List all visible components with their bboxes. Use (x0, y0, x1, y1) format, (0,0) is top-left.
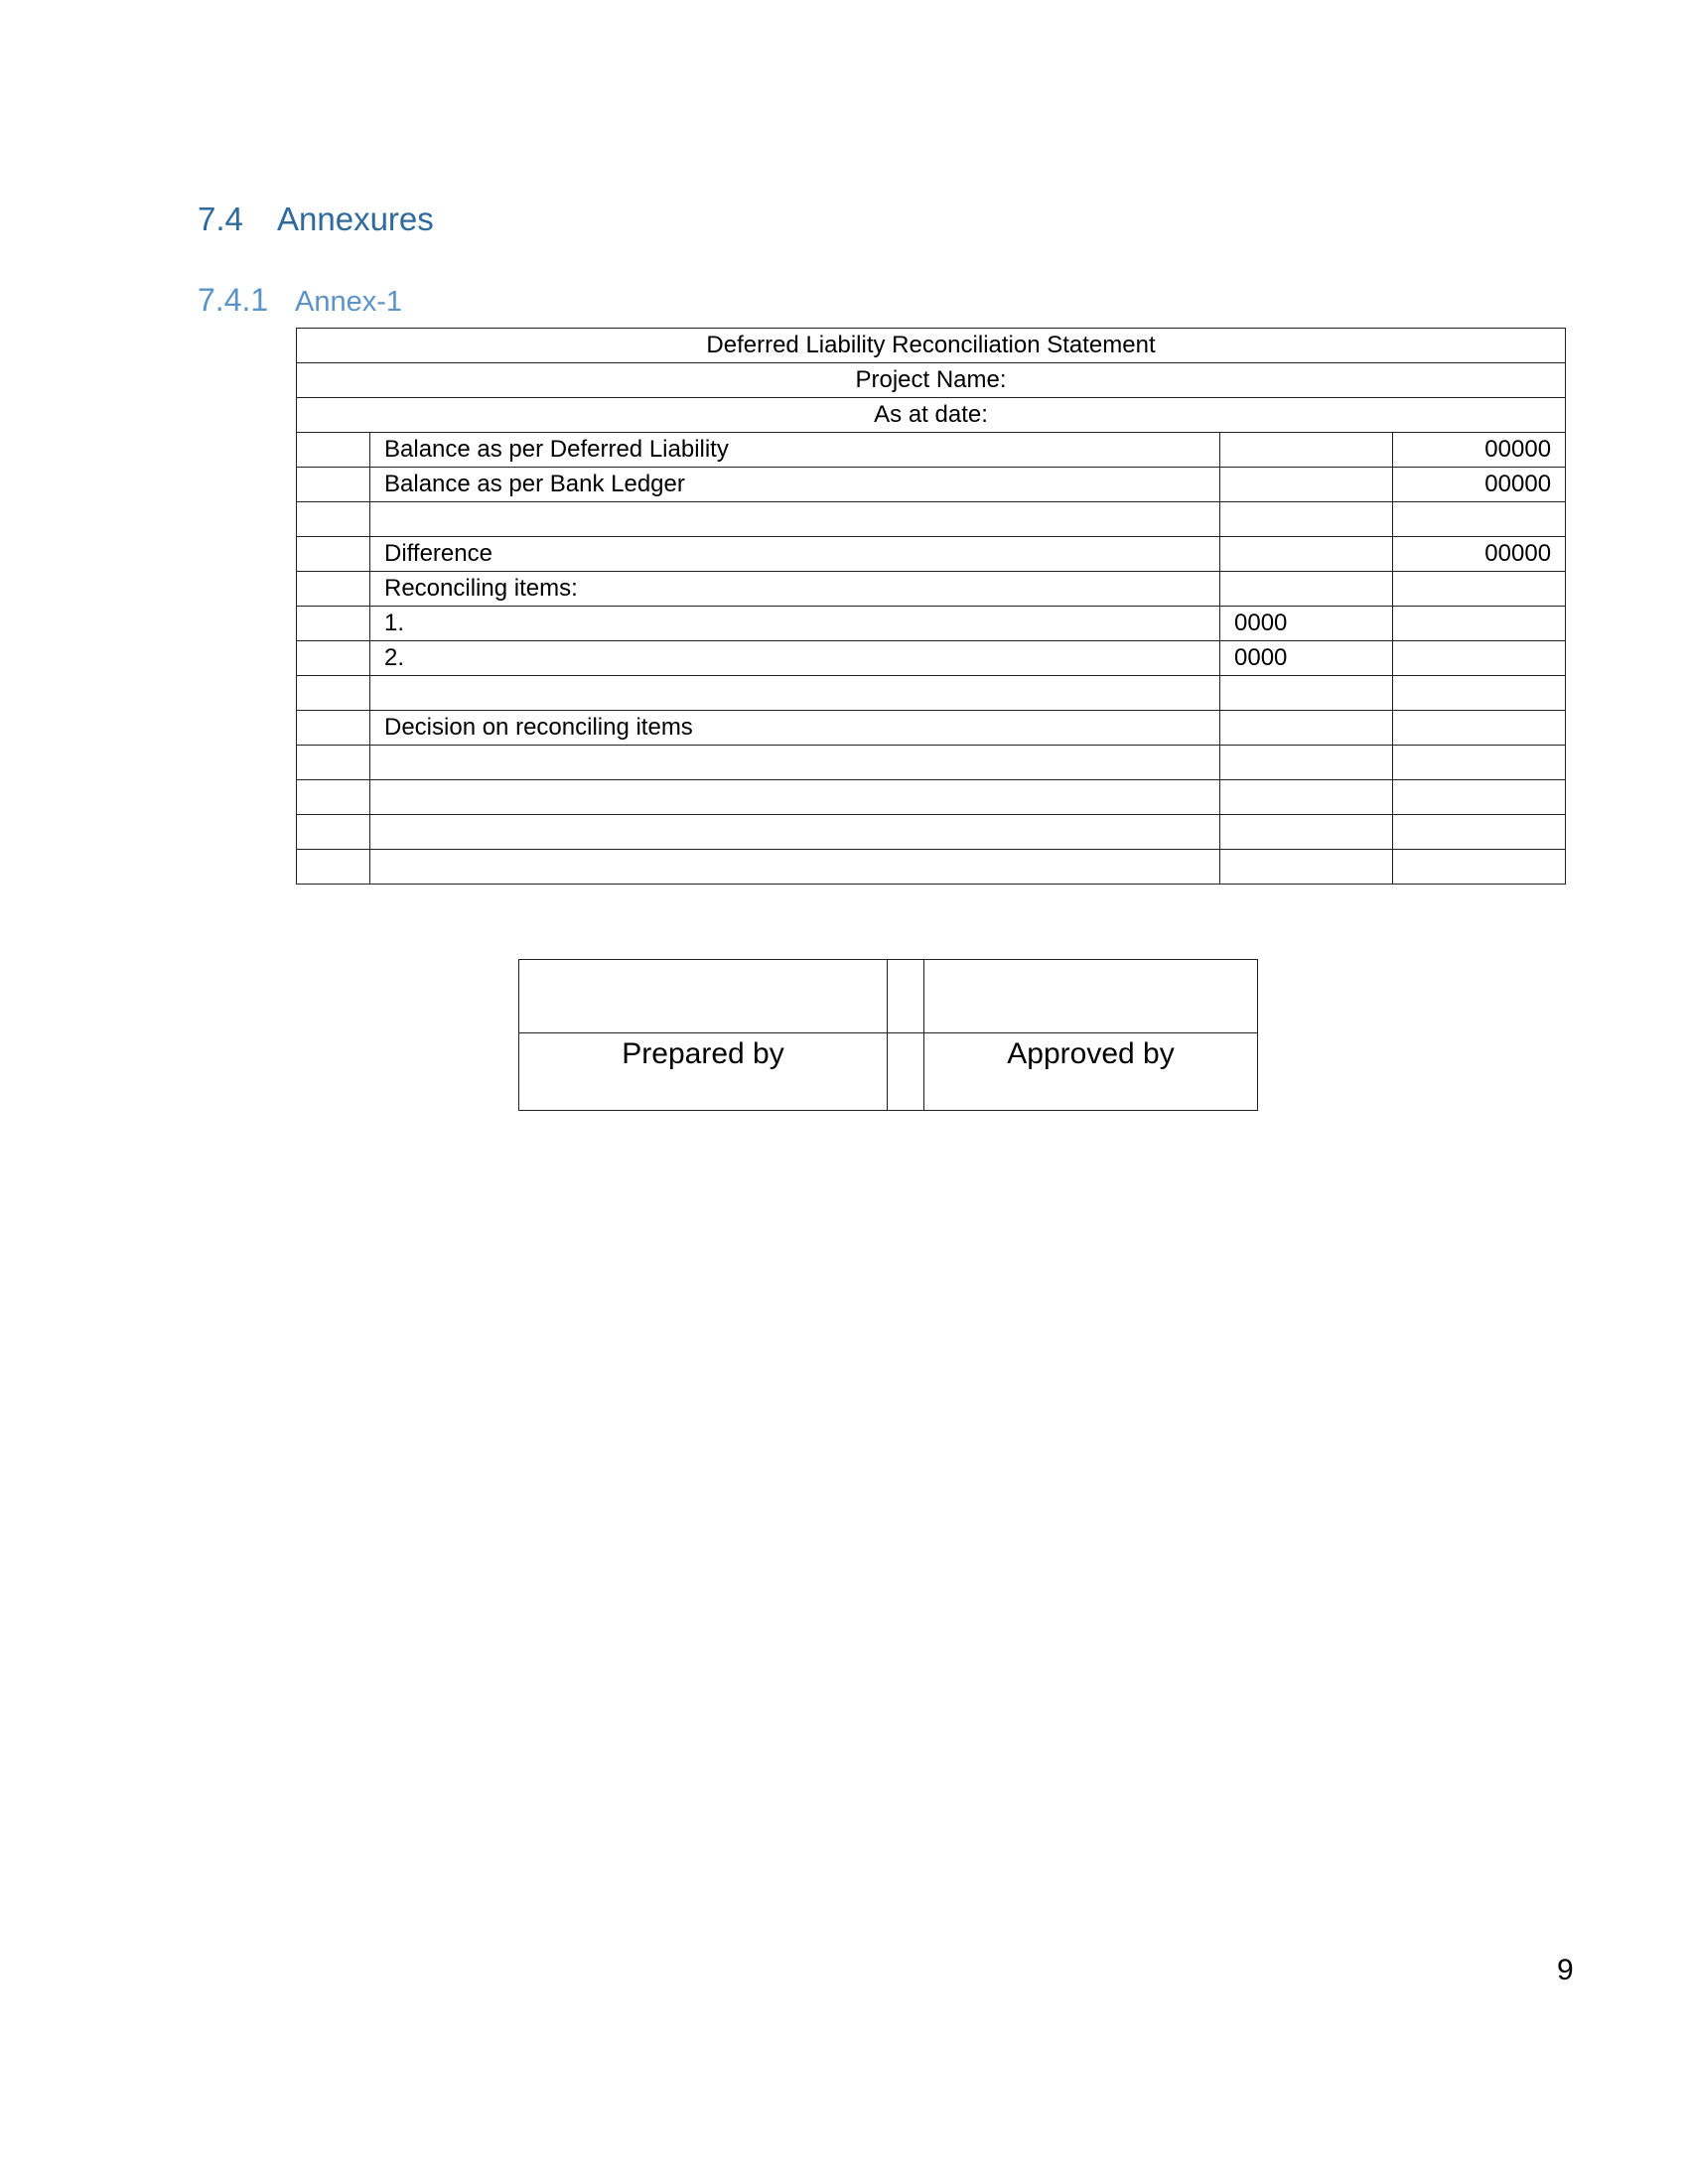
row-index-cell (297, 711, 370, 746)
table-row (297, 676, 1566, 711)
row-amount-cell (1220, 468, 1393, 502)
table-row (297, 572, 1566, 607)
section-number: 7.4 (198, 201, 243, 237)
row-label: Balance as per Deferred Liability (370, 433, 1220, 468)
row-amount-cell (1220, 850, 1393, 885)
section-heading (198, 201, 434, 238)
subsection-number: 7.4.1 (198, 282, 269, 318)
subsection-heading (198, 282, 402, 319)
row-index-cell (297, 502, 370, 537)
row-index-cell (297, 537, 370, 572)
row-amount-cell (1220, 746, 1393, 780)
as-at-date-row (297, 398, 1566, 433)
project-name-row (297, 363, 1566, 398)
row-index-cell (297, 468, 370, 502)
table-row (297, 468, 1566, 502)
table-row (297, 433, 1566, 468)
row-amount-cell (1220, 502, 1393, 537)
row-total-cell: 00000 (1393, 433, 1566, 468)
row-label: 1. (370, 607, 1220, 641)
row-label (370, 746, 1220, 780)
row-index-cell (297, 746, 370, 780)
row-index-cell (297, 572, 370, 607)
prepared-by-signature-space (519, 960, 888, 1033)
section-title: Annexures (277, 201, 434, 237)
prepared-by-label: Prepared by (519, 1033, 888, 1111)
row-label: 2. (370, 641, 1220, 676)
signature-table (518, 959, 1258, 1111)
row-label: Difference (370, 537, 1220, 572)
row-amount-cell (1220, 433, 1393, 468)
table-row (297, 815, 1566, 850)
signature-label-row (519, 1033, 1258, 1111)
approved-by-label: Approved by (924, 1033, 1258, 1111)
row-total-cell (1393, 850, 1566, 885)
row-label (370, 780, 1220, 815)
row-label (370, 850, 1220, 885)
row-amount-cell (1220, 780, 1393, 815)
signature-spacer-cell (888, 1033, 924, 1111)
row-label: Decision on reconciling items (370, 711, 1220, 746)
row-total-cell (1393, 502, 1566, 537)
row-index-cell (297, 815, 370, 850)
row-total-cell (1393, 607, 1566, 641)
row-index-cell (297, 433, 370, 468)
row-total-cell (1393, 746, 1566, 780)
row-label (370, 815, 1220, 850)
row-amount-cell (1220, 815, 1393, 850)
table-title-row (297, 329, 1566, 363)
row-label: Balance as per Bank Ledger (370, 468, 1220, 502)
row-amount-cell (1220, 572, 1393, 607)
table-row (297, 711, 1566, 746)
row-total-cell (1393, 711, 1566, 746)
row-total-cell (1393, 780, 1566, 815)
table-row (297, 537, 1566, 572)
row-index-cell (297, 780, 370, 815)
row-total-cell (1393, 815, 1566, 850)
table-row (297, 780, 1566, 815)
table-row (297, 850, 1566, 885)
table-row (297, 641, 1566, 676)
page-number: 9 (1557, 1954, 1574, 1986)
row-label: Reconciling items: (370, 572, 1220, 607)
table-row (297, 746, 1566, 780)
approved-by-signature-space (924, 960, 1258, 1033)
signature-space-row (519, 960, 1258, 1033)
row-index-cell (297, 850, 370, 885)
row-index-cell (297, 641, 370, 676)
row-amount-cell: 0000 (1220, 641, 1393, 676)
row-total-cell (1393, 676, 1566, 711)
signature-spacer-cell (888, 960, 924, 1033)
row-amount-cell: 0000 (1220, 607, 1393, 641)
project-name-label: Project Name: (297, 363, 1566, 398)
row-label (370, 676, 1220, 711)
row-total-cell (1393, 572, 1566, 607)
table-row (297, 502, 1566, 537)
row-total-cell (1393, 641, 1566, 676)
row-total-cell: 00000 (1393, 468, 1566, 502)
row-amount-cell (1220, 711, 1393, 746)
reconciliation-table (296, 328, 1566, 885)
subsection-title: Annex-1 (295, 286, 403, 318)
row-amount-cell (1220, 676, 1393, 711)
row-index-cell (297, 676, 370, 711)
row-total-cell: 00000 (1393, 537, 1566, 572)
row-label (370, 502, 1220, 537)
as-at-date-label: As at date: (297, 398, 1566, 433)
row-amount-cell (1220, 537, 1393, 572)
statement-title: Deferred Liability Reconciliation Statement (297, 329, 1566, 363)
table-row (297, 607, 1566, 641)
row-index-cell (297, 607, 370, 641)
